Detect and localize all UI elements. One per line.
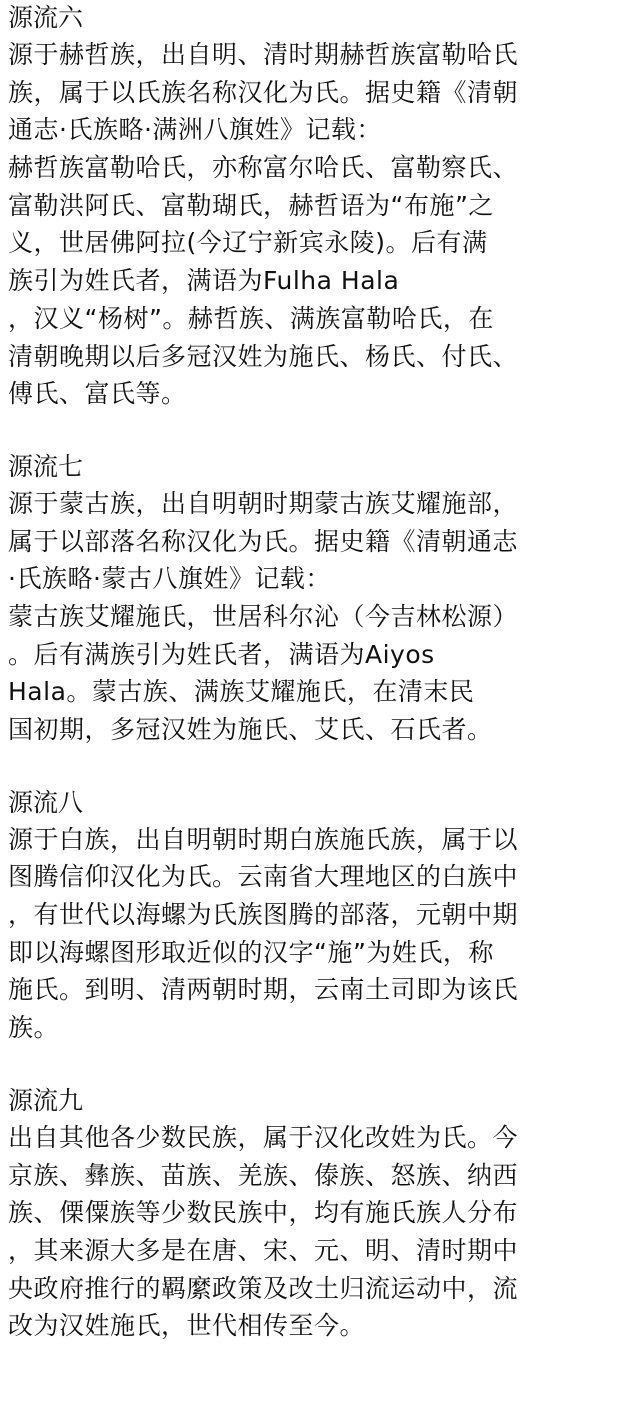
paragraph-line: 改为汉姓施氏，世代相传至今。 [8,1311,366,1341]
paragraph-line: 族，属于以氏族名称汉化为氏。据史籍《清朝 [8,77,519,107]
section-source-7 [8,449,634,749]
paragraph-line: 清朝晚期以后多冠汉姓为施氏、杨氏、付氏、 [8,341,519,371]
section-source-9 [8,1083,634,1345]
paragraph-line: 族引为姓氏者，满语为Fulha Hala [8,266,400,296]
paragraph-line: ，其来源大多是在唐、宋、元、明、清时期中 [8,1235,519,1265]
section-heading: 源流六 [8,3,84,32]
paragraph-line: 图腾信仰汉化为氏。云南省大理地区的白族中 [8,862,519,892]
section-spacer [8,413,634,449]
paragraph-line: 出自其他各少数民族，属于汉化改姓为氏。今 [8,1122,519,1152]
paragraph-line: 国初期，多冠汉姓为施氏、艾氏、石氏者。 [8,715,493,744]
paragraph-line: ，汉义“杨树”。赫哲族、满族富勒哈氏，在 [8,303,494,333]
paragraph-line: 富勒洪阿氏、富勒瑚氏，赫哲语为“布施”之 [8,190,494,220]
paragraph-line: 族、傈僳族等少数民族中，均有施氏族人分布 [8,1198,519,1228]
paragraph-line: 施氏。到明、清两朝时期，云南土司即为该氏 [8,975,519,1005]
paragraph-line: 。后有满族引为姓氏者，满语为Aiyos [8,639,435,669]
paragraph-line: 傅氏、富氏等。 [8,379,187,409]
paragraph-line: 源于白族，出自明朝时期白族施氏族，属于以 [8,824,519,854]
paragraph-line: 京族、彝族、苗族、羌族、傣族、怒族、纳西 [8,1160,519,1190]
paragraph-line: 源于蒙古族，出自明朝时期蒙古族艾耀施部， [8,488,519,518]
paragraph-line: 即以海螺图形取近似的汉字“施”为姓氏，称 [8,937,494,967]
section-source-6 [8,0,634,413]
paragraph-line: 赫哲族富勒哈氏，亦称富尔哈氏、富勒察氏、 [8,153,519,183]
paragraph-line: 族。 [8,1013,60,1043]
paragraph-line: 源于赫哲族，出自明、清时期赫哲族富勒哈氏 [8,40,519,69]
paragraph-line: 属于以部落名称汉化为氏。据史籍《清朝通志 [8,526,519,556]
paragraph-line: 蒙古族艾耀施氏，世居科尔沁（今吉林松源） [8,601,519,631]
paragraph-line: 央政府推行的羁縻政策及改土归流运动中，流 [8,1273,519,1303]
section-heading: 源流九 [8,1085,84,1115]
paragraph-line: ·氏族略·蒙古八旗姓》记载： [8,564,331,594]
paragraph-line: Hala。蒙古族、满族艾耀施氏，在清末民 [8,677,475,707]
section-source-8 [8,785,634,1047]
section-heading: 源流八 [8,787,84,817]
section-heading: 源流七 [8,451,84,481]
paragraph-line: 通志·氏族略·满洲八旗姓》记载： [8,115,382,145]
paragraph-line: ，有世代以海螺为氏族图腾的部落，元朝中期 [8,900,519,930]
document-body [8,0,634,1345]
paragraph-line: 义，世居佛阿拉(今辽宁新宾永陵)。后有满 [8,228,488,258]
section-spacer [8,749,634,785]
section-spacer [8,1047,634,1083]
